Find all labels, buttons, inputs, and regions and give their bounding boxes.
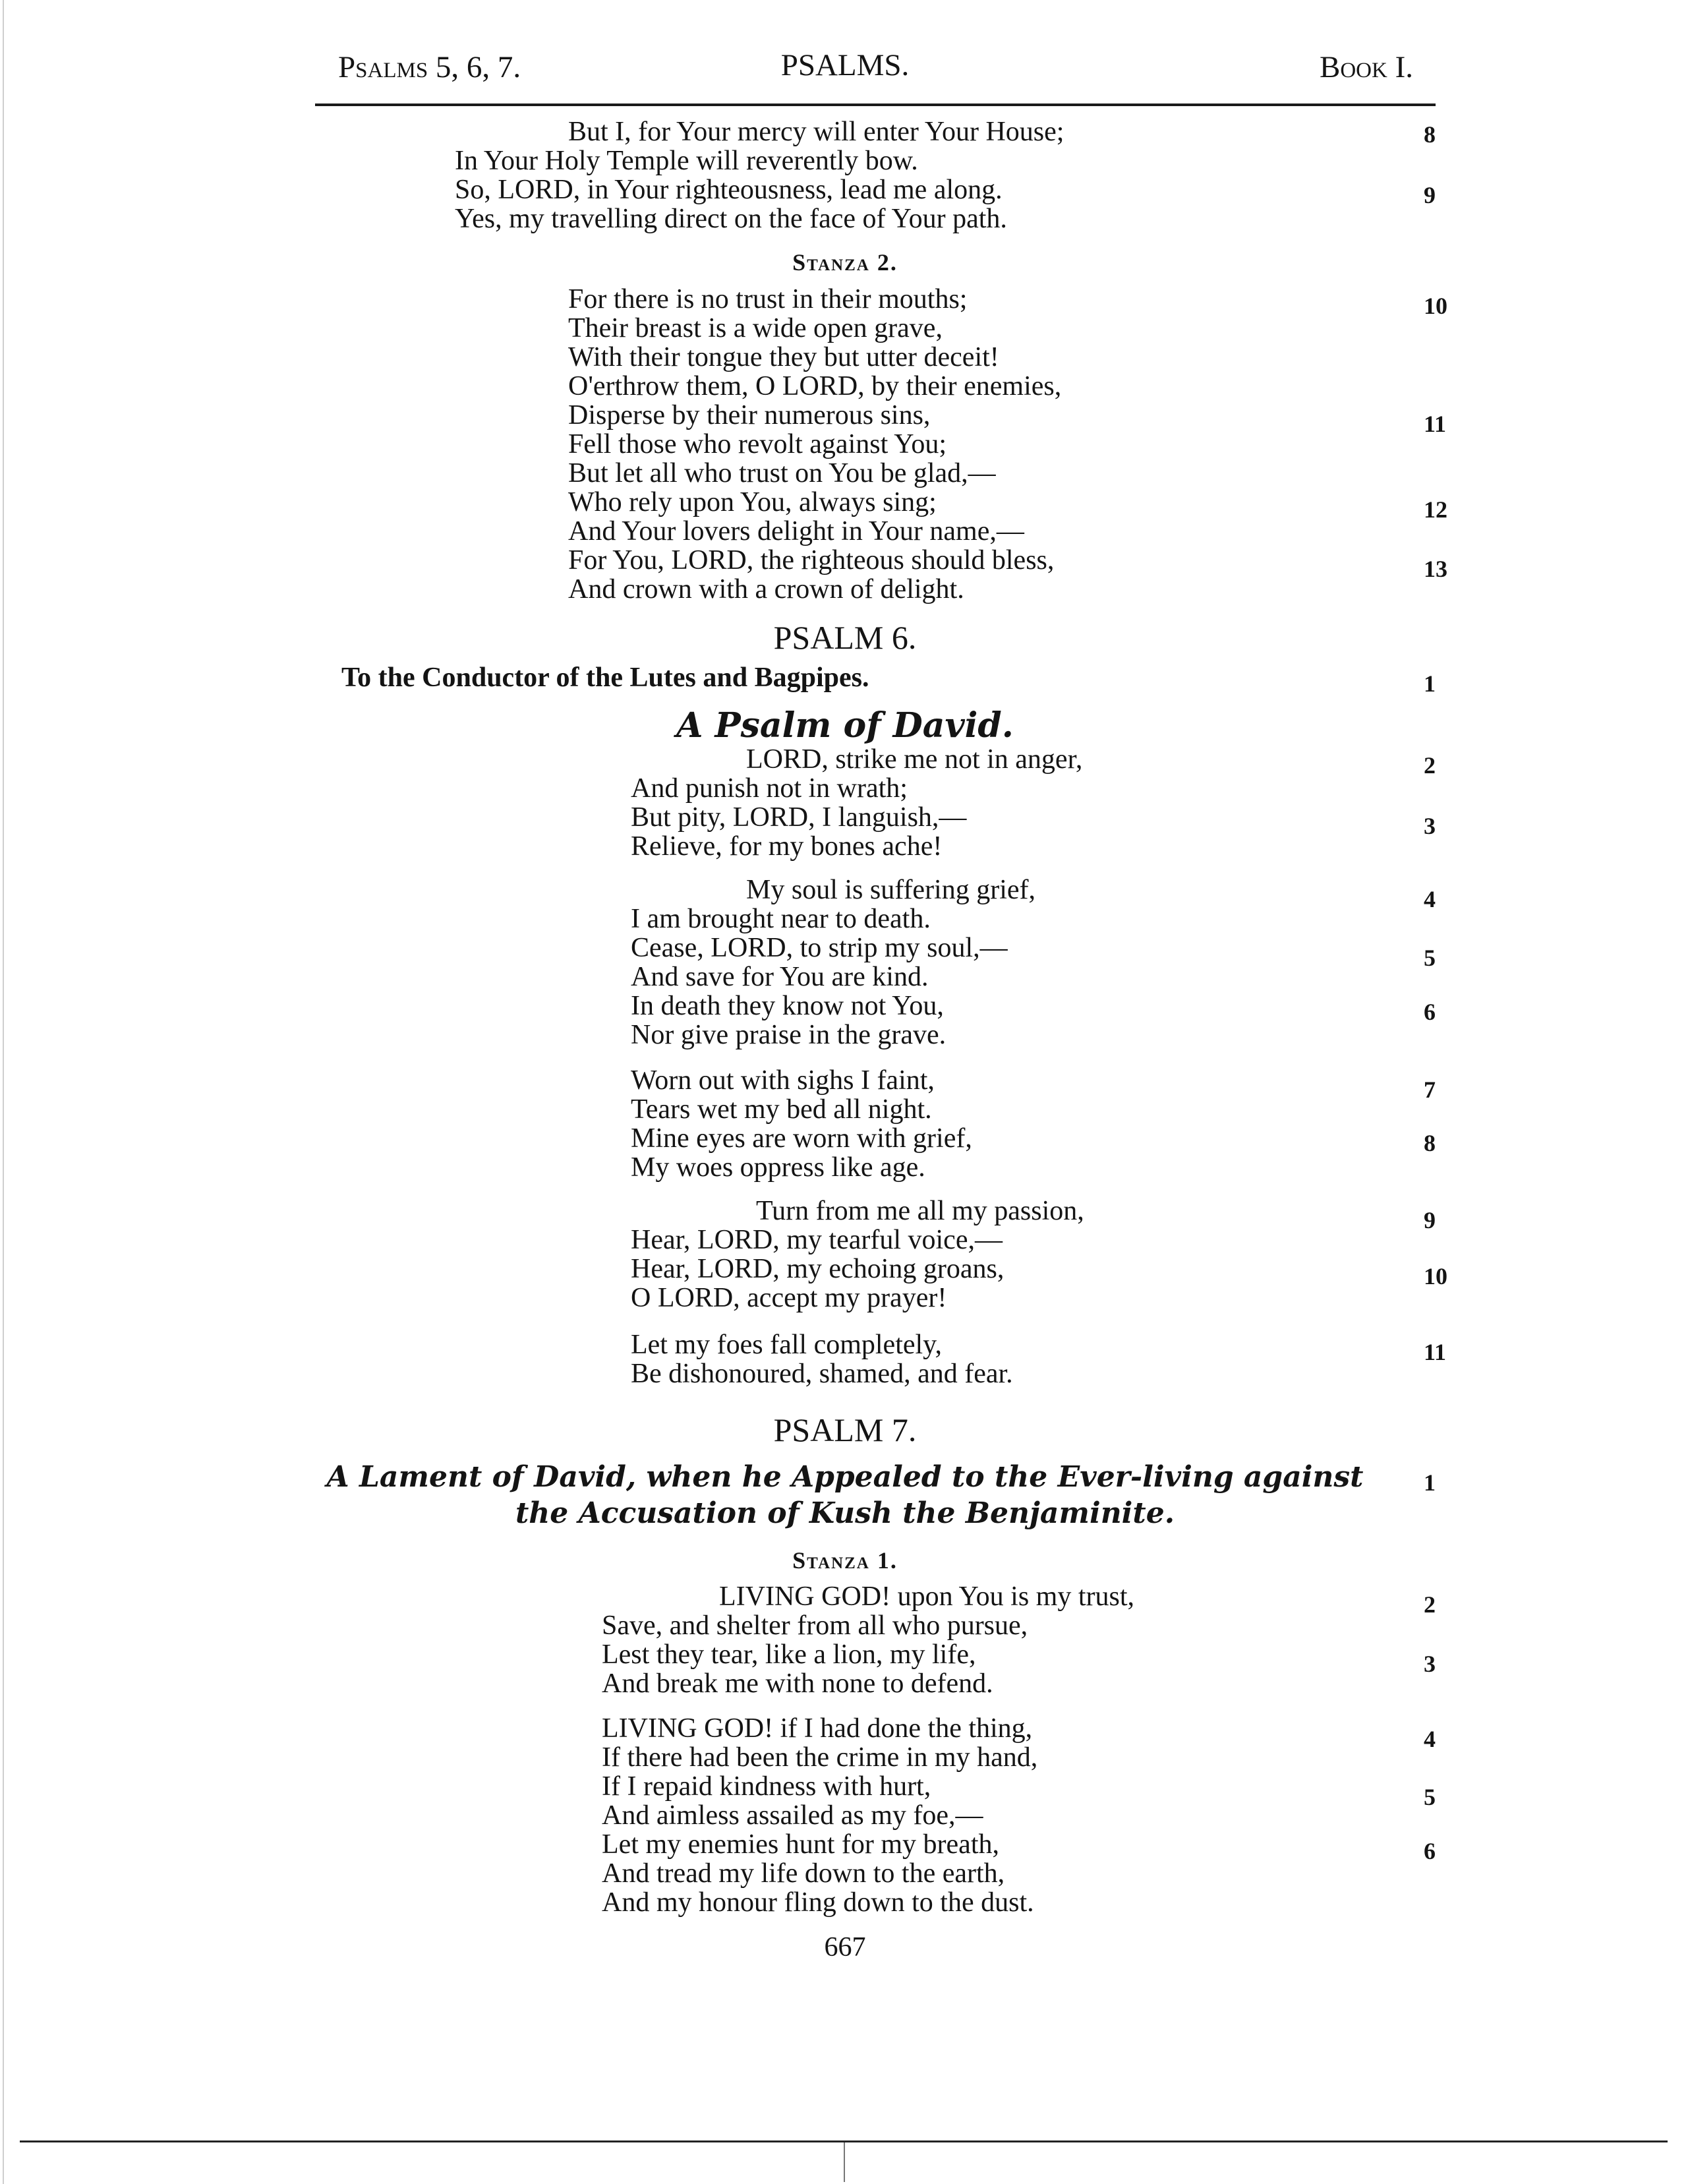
bottom-tick [844,2142,845,2182]
verse-line: And punish not in wrath; [631,773,908,804]
verse-line: Tears wet my bed all night. [631,1094,932,1125]
verse-line: Lest they tear, like a lion, my life, [602,1639,976,1670]
verse-line: Who rely upon You, always sing; [568,487,937,517]
running-header-left: Psalms 5, 6, 7. [338,50,521,84]
verse-line: So, LORD, in Your righteousness, lead me along. [455,175,1003,205]
verse-line: My soul is suffering grief, [746,875,1036,905]
verse-number: 3 [1424,813,1436,839]
verse-line: For there is no trust in their mouths; [568,284,968,314]
psalm6-stanza-c [631,1066,972,1182]
verse-line: Worn out with sighs I faint, [631,1065,935,1096]
verse-number: 11 [1424,411,1447,437]
verse-line: And aimless assailed as my foe,— [602,1800,983,1831]
verse-line: Their breast is a wide open grave, [568,313,943,343]
verse-line: If there had been the crime in my hand, [602,1742,1038,1773]
verse-number: 13 [1424,556,1447,582]
verse-number: 5 [1424,945,1436,971]
verse-number: 6 [1424,1838,1436,1864]
verse-line: Fell those who revolt against You; [568,429,947,459]
verse-line: And my honour fling down to the dust. [602,1887,1034,1918]
verse-line: Turn from me all my passion, [756,1196,1084,1226]
verse-number: 1 [1424,670,1436,697]
scan-edge [3,0,4,2184]
running-header-right: Book I. [1320,50,1413,84]
verse-number: 9 [1424,182,1436,208]
verse-number: 3 [1424,1651,1436,1677]
verse-line: And crown with a crown of delight. [568,574,964,605]
verse-line: LORD, strike me not in anger, [746,744,1083,775]
verse-line: Cease, LORD, to strip my soul,— [631,933,1008,963]
psalm-6-gothic-title: A Psalm of David. [676,705,1014,746]
psalm7-stanza-a [602,1582,1134,1698]
verse-line: And save for You are kind. [631,962,929,992]
page-number: 667 [824,1932,866,1963]
verse-line: For You, LORD, the righteous should bless, [568,545,1055,576]
psalm-6-heading: PSALM 6. [773,619,917,656]
verse-line: But I, for Your mercy will enter Your House; [568,117,1064,147]
verse-number: 7 [1424,1077,1436,1103]
verse-number: 12 [1424,496,1447,523]
verse-line: My woes oppress like age. [631,1152,925,1183]
verse-line: In Your Holy Temple will reverently bow. [455,146,918,176]
verse-line: In death they know not You, [631,991,944,1021]
verse-line: O'erthrow them, O LORD, by their enemies, [568,371,1062,401]
verse-number: 1 [1424,1469,1436,1496]
psalm6-stanza-e [631,1330,1013,1388]
verse-line: Disperse by their numerous sins, [568,400,931,430]
running-header-center: PSALMS. [780,48,910,82]
verse-line: Let my foes fall completely, [631,1330,942,1360]
verse-number: 8 [1424,1130,1436,1156]
verse-line: But pity, LORD, I languish,— [631,802,967,833]
verse-line: Relieve, for my bones ache! [631,831,943,862]
verse-number: 4 [1424,1726,1436,1752]
verse-line: With their tongue they but utter deceit! [568,342,999,372]
verse-number: 5 [1424,1784,1436,1810]
verse-line: I am brought near to death. [631,904,931,934]
verse-number: 10 [1424,293,1447,319]
verse-line: O LORD, accept my prayer! [631,1283,947,1313]
verse-line: If I repaid kindness with hurt, [602,1771,931,1802]
psalm-6-subtitle: To the Conductor of the Lutes and Bagpipes. [341,663,869,693]
verse-number: 6 [1424,999,1436,1025]
verse-number: 4 [1424,886,1436,912]
psalm6-stanza-d [631,1196,1084,1313]
verse-line: But let all who trust on You be glad,— [568,458,996,488]
verse-number: 2 [1424,1591,1436,1618]
psalm-7-gothic-title-line-1: A Lament of David, when he Appealed to the Ever-living against [326,1460,1364,1494]
verse-line: Mine eyes are worn with grief, [631,1123,972,1154]
stanza-label: Stanza 1. [792,1547,898,1574]
psalm6-stanza-b [631,875,1035,1049]
stanza-label: Stanza 2. [792,249,898,276]
verse-line: Save, and shelter from all who pursue, [602,1610,1028,1641]
psalm-7-heading: PSALM 7. [773,1411,917,1448]
psalm7-stanza-b [602,1714,1037,1917]
verse-line: Let my enemies hunt for my breath, [602,1829,999,1860]
verse-line: Yes, my travelling direct on the face of Your path. [455,204,1007,234]
verse-number: 2 [1424,752,1436,779]
verse-line: Hear, LORD, my echoing groans, [631,1254,1005,1284]
header-rule [315,103,1436,106]
verse-number: 8 [1424,121,1436,148]
verse-line: And break me with none to defend. [602,1668,993,1699]
psalm5-stanza-2 [568,285,1061,604]
verse-line: And Your lovers delight in Your name,— [568,516,1024,546]
verse-number: 10 [1424,1263,1447,1289]
verse-line: Be dishonoured, shamed, and fear. [631,1359,1013,1389]
psalm-7-gothic-title-line-2: the Accusation of Kush the Benjaminite. [515,1496,1175,1530]
verse-line: And tread my life down to the earth, [602,1858,1005,1889]
verse-line: LIVING GOD! upon You is my trust, [719,1581,1135,1612]
verse-line: LIVING GOD! if I had done the thing, [602,1713,1033,1744]
psalm5-verse-block-1 [455,117,1064,233]
verse-number: 11 [1424,1339,1447,1365]
verse-line: Hear, LORD, my tearful voice,— [631,1225,1003,1255]
verse-line: Nor give praise in the grave. [631,1020,947,1050]
psalm6-stanza-a [631,745,1082,861]
verse-number: 9 [1424,1207,1436,1233]
